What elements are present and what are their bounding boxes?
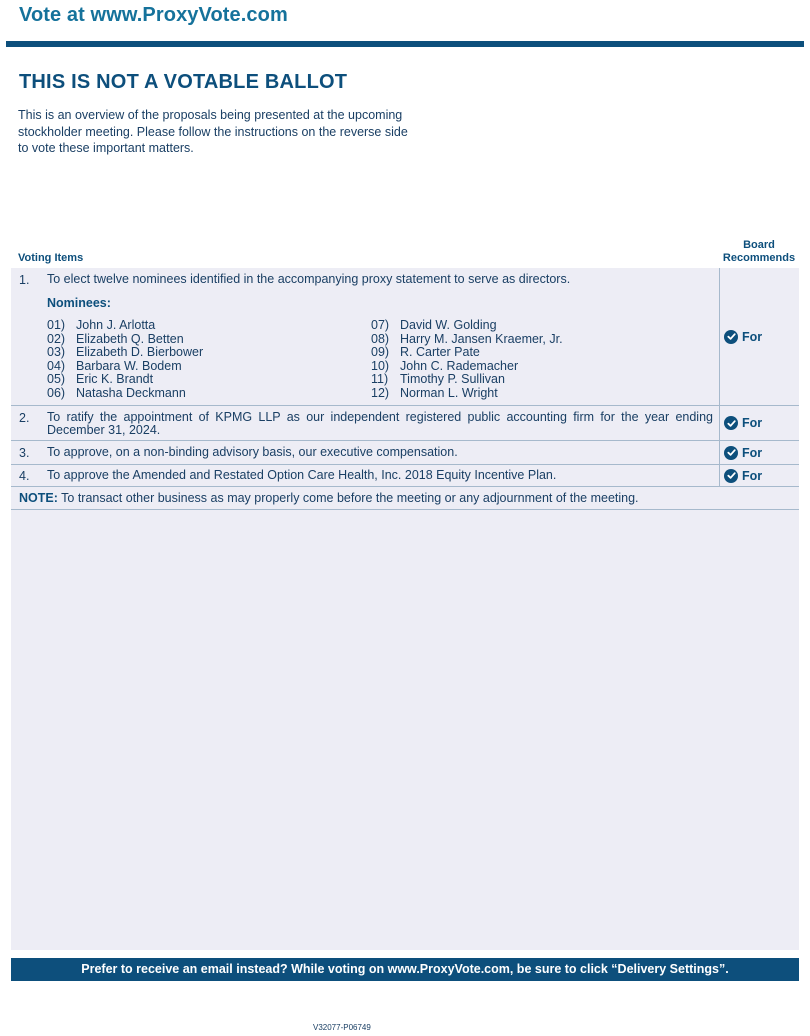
intro-text: This is an overview of the proposals being presented at the upcoming stockholder meeting. Please follow the instructions on the reverse side to vote these important matters.: [18, 108, 408, 155]
check-circle-icon: [724, 446, 738, 460]
board-label-line1: Board: [743, 239, 775, 251]
nominee: 07) David W. Golding: [371, 318, 497, 332]
board-recommendation: [719, 465, 800, 486]
item-number: 3.: [19, 446, 30, 460]
voting-item-4: [11, 465, 799, 487]
item-text: To approve, on a non-binding advisory basis, our executive compensation.: [47, 445, 458, 459]
site-title: Vote at www.ProxyVote.com: [19, 4, 288, 26]
board-recommendation: [719, 406, 800, 440]
item-text: To elect twelve nominees identified in the accompanying proxy statement to serve as directors.: [47, 272, 571, 286]
board-label-line2: Recommends: [722, 252, 796, 264]
document-code: V32077-P06749: [313, 1023, 371, 1032]
recommendation-label: For: [742, 468, 763, 483]
recommendation-label: For: [742, 329, 763, 344]
nominee: 02) Elizabeth Q. Betten: [47, 331, 184, 346]
board-recommendation: [719, 268, 800, 405]
nominee: 04) Barbara W. Bodem: [47, 358, 182, 373]
nominees-title: Nominees:: [47, 296, 111, 310]
nominee: 03) Elizabeth D. Bierbower: [47, 345, 204, 360]
voting-item-1: [11, 268, 799, 406]
item-number: 1.: [19, 273, 30, 287]
voting-item-3: [11, 441, 799, 465]
nominees-column-right: [371, 319, 563, 401]
note-row: [11, 487, 799, 510]
nominee: 12) Norman L. Wright: [371, 385, 498, 400]
check-circle-icon: [724, 416, 738, 430]
recommendation-label: For: [742, 445, 763, 460]
board-recommends-header: [718, 239, 800, 265]
voting-items-header: Voting Items: [18, 252, 84, 264]
nominee: 10) John C. Rademacher: [371, 358, 519, 373]
item-number: 2.: [19, 411, 30, 425]
note-label: NOTE:: [19, 491, 58, 505]
nominees-column-left: [47, 319, 203, 401]
nominee: 05) Eric K. Brandt: [47, 372, 154, 387]
nominee: 06) Natasha Deckmann: [47, 385, 186, 400]
nominee: 09) R. Carter Pate: [371, 345, 480, 360]
note-text: To transact other business as may properly come before the meeting or any adjournment of the meeting.: [57, 491, 639, 505]
email-delivery-banner: Prefer to receive an email instead? While voting on www.ProxyVote.com, be sure to click “Delivery Settings”.: [11, 958, 799, 981]
item-text: To ratify the appointment of KPMG LLP as our independent registered public accounting firm for the year ending December 31, 2024.: [47, 410, 713, 437]
nominee: 01) John J. Arlotta: [47, 318, 156, 332]
recommendation-label: For: [742, 416, 763, 430]
nominee: 08) Harry M. Jansen Kraemer, Jr.: [371, 331, 563, 346]
voting-item-2: [11, 406, 799, 441]
board-recommendation: [719, 441, 800, 464]
header-divider: [6, 41, 804, 47]
item-number: 4.: [19, 469, 30, 483]
page-title: THIS IS NOT A VOTABLE BALLOT: [19, 71, 348, 93]
nominee: 11) Timothy P. Sullivan: [371, 372, 505, 387]
check-circle-icon: [724, 469, 738, 483]
item-text: To approve the Amended and Restated Option Care Health, Inc. 2018 Equity Incentive Plan.: [47, 468, 557, 482]
check-circle-icon: [724, 330, 738, 344]
